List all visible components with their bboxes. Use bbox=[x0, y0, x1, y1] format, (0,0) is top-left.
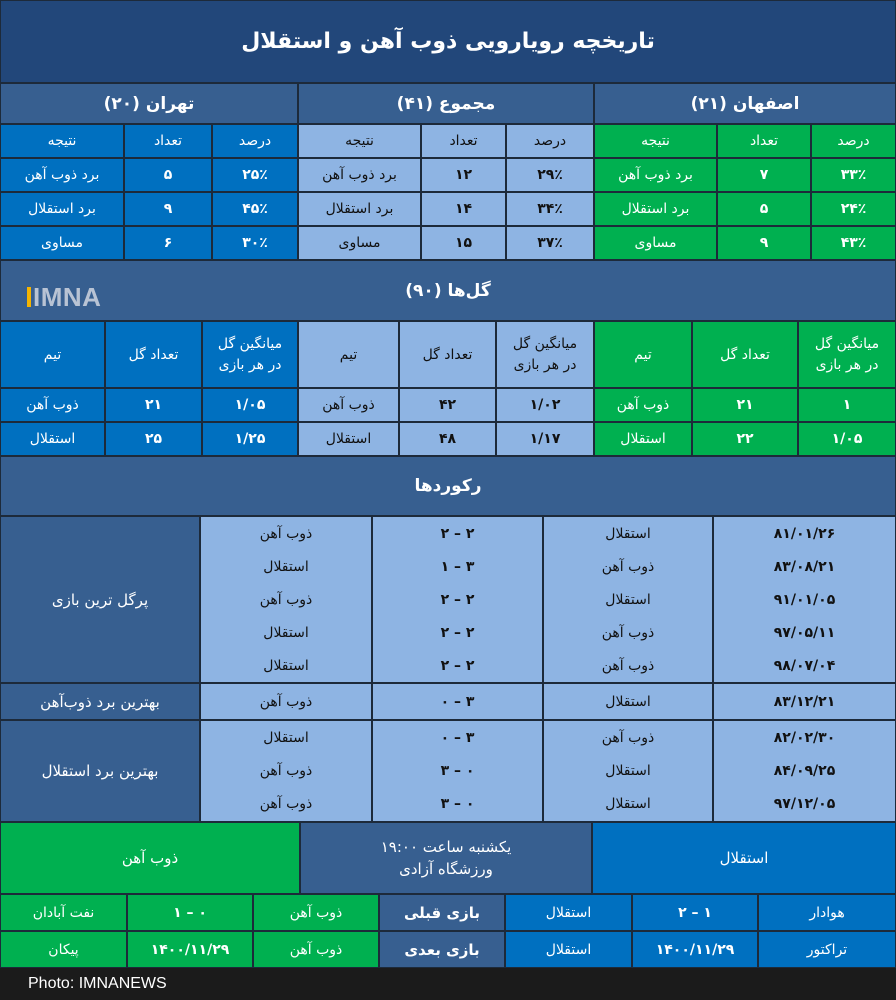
esteghlal-prev-score: ۱ – ۲ bbox=[632, 894, 758, 931]
total-header-percent: درصد bbox=[506, 124, 594, 158]
isfahan-result: مساوی bbox=[594, 226, 717, 260]
record-score: ۳ – ۱ bbox=[440, 558, 475, 575]
record-home: استقلال bbox=[543, 683, 713, 720]
isfahan-header-percent: درصد bbox=[811, 124, 896, 158]
avg-line2: در هر بازی bbox=[218, 356, 282, 373]
record-date: ۸۳/۱۲/۲۱ bbox=[713, 683, 896, 720]
esteghlal-next-opponent: تراکتور bbox=[758, 931, 896, 968]
total-percent: ۳۷٪ bbox=[506, 226, 594, 260]
record-away: ذوب آهن bbox=[259, 525, 313, 542]
total-count: ۱۴ bbox=[421, 192, 506, 226]
match-venue: ورزشگاه آزادی bbox=[399, 860, 493, 878]
goals-tehran-count: ۲۱ bbox=[105, 388, 202, 422]
record-score: ۰ – ۳ bbox=[440, 762, 475, 779]
goals-tehran-count: ۲۵ bbox=[105, 422, 202, 456]
goals-tehran-header-team: تیم bbox=[0, 321, 105, 388]
record-date: ۹۸/۰۷/۰۴ bbox=[773, 657, 836, 674]
records-scores bbox=[372, 516, 543, 683]
record-home: ذوب آهن bbox=[601, 558, 655, 575]
isfahan-result: برد ذوب آهن bbox=[594, 158, 717, 192]
total-result: برد استقلال bbox=[298, 192, 421, 226]
avg-line1: میانگین گل bbox=[814, 335, 880, 352]
avg-line2: در هر بازی bbox=[513, 356, 577, 373]
record-home: استقلال bbox=[605, 762, 651, 779]
record-date: ۸۴/۰۹/۲۵ bbox=[773, 762, 836, 779]
match-schedule bbox=[300, 822, 592, 894]
tehran-percent: ۴۵٪ bbox=[212, 192, 298, 226]
total-header-result: نتیجه bbox=[298, 124, 421, 158]
records-home-teams bbox=[543, 720, 713, 822]
record-home: ذوب آهن bbox=[601, 624, 655, 641]
record-score: ۳ – ۰ bbox=[372, 683, 543, 720]
record-score: ۲ – ۲ bbox=[440, 624, 475, 641]
record-home: استقلال bbox=[605, 525, 651, 542]
goals-isfahan-avg: ۱ bbox=[798, 388, 896, 422]
avg-line2: در هر بازی bbox=[815, 356, 879, 373]
zob-next-opponent: پیکان bbox=[0, 931, 127, 968]
total-result: مساوی bbox=[298, 226, 421, 260]
record-score: ۰ – ۳ bbox=[440, 796, 475, 813]
record-home: استقلال bbox=[605, 796, 651, 813]
tehran-percent: ۳۰٪ bbox=[212, 226, 298, 260]
esteghlal-next-date: ۱۴۰۰/۱۱/۲۹ bbox=[632, 931, 758, 968]
goals-total-count: ۴۸ bbox=[399, 422, 496, 456]
isfahan-result: برد استقلال bbox=[594, 192, 717, 226]
record-date: ۸۲/۰۲/۳۰ bbox=[773, 729, 836, 746]
goals-total-avg: ۱/۱۷ bbox=[496, 422, 594, 456]
goals-tehran-header-avg bbox=[202, 321, 298, 388]
record-label-zob-best-win: بهترین برد ذوب‌آهن bbox=[0, 683, 200, 720]
goals-total-header-count: تعداد گل bbox=[399, 321, 496, 388]
isfahan-header-result: نتیجه bbox=[594, 124, 717, 158]
zob-next-team: ذوب آهن bbox=[253, 931, 379, 968]
goals-total-header-team: تیم bbox=[298, 321, 399, 388]
total-percent: ۳۴٪ bbox=[506, 192, 594, 226]
tehran-header-count: تعداد bbox=[124, 124, 212, 158]
records-dates bbox=[713, 516, 896, 683]
goals-isfahan-count: ۲۱ bbox=[692, 388, 798, 422]
tehran-count: ۹ bbox=[124, 192, 212, 226]
goals-tehran-team: استقلال bbox=[0, 422, 105, 456]
tehran-count: ۶ bbox=[124, 226, 212, 260]
tehran-heading: تهران (۲۰) bbox=[0, 83, 298, 124]
goals-isfahan-avg: ۱/۰۵ bbox=[798, 422, 896, 456]
total-heading: مجموع (۴۱) bbox=[298, 83, 594, 124]
goals-total-avg: ۱/۰۲ bbox=[496, 388, 594, 422]
tehran-count: ۵ bbox=[124, 158, 212, 192]
record-away: ذوب آهن bbox=[259, 591, 313, 608]
record-date: ۹۷/۰۵/۱۱ bbox=[773, 624, 836, 641]
goals-isfahan-header-count: تعداد گل bbox=[692, 321, 798, 388]
record-label-highest-scoring: پرگل ترین بازی bbox=[0, 516, 200, 683]
goals-total-count: ۴۲ bbox=[399, 388, 496, 422]
goals-tehran-avg: ۱/۰۵ bbox=[202, 388, 298, 422]
tehran-header-result: نتیجه bbox=[0, 124, 124, 158]
logo-accent-bar bbox=[27, 287, 31, 307]
isfahan-heading: اصفهان (۲۱) bbox=[594, 83, 896, 124]
record-home: استقلال bbox=[605, 591, 651, 608]
avg-line1: میانگین گل bbox=[512, 335, 578, 352]
tehran-result: برد ذوب آهن bbox=[0, 158, 124, 192]
imna-logo bbox=[27, 282, 101, 313]
total-count: ۱۲ bbox=[421, 158, 506, 192]
previous-match-label: بازی قبلی bbox=[379, 894, 505, 931]
goals-total-team: استقلال bbox=[298, 422, 399, 456]
record-away: استقلال bbox=[263, 657, 309, 674]
records-scores bbox=[372, 720, 543, 822]
zob-prev-score: ۰ – ۱ bbox=[127, 894, 253, 931]
avg-line1: میانگین گل bbox=[217, 335, 283, 352]
logo-text: IMNA bbox=[33, 282, 102, 312]
isfahan-percent: ۳۳٪ bbox=[811, 158, 896, 192]
total-header-count: تعداد bbox=[421, 124, 506, 158]
isfahan-count: ۵ bbox=[717, 192, 811, 226]
record-date: ۹۱/۰۱/۰۵ bbox=[773, 591, 836, 608]
esteghlal-prev-opponent: هوادار bbox=[758, 894, 896, 931]
goals-tehran-team: ذوب آهن bbox=[0, 388, 105, 422]
record-date: ۹۷/۱۲/۰۵ bbox=[773, 796, 836, 813]
goals-isfahan-team: ذوب آهن bbox=[594, 388, 692, 422]
goals-isfahan-header-team: تیم bbox=[594, 321, 692, 388]
record-away: ذوب آهن bbox=[200, 683, 372, 720]
tehran-header-percent: درصد bbox=[212, 124, 298, 158]
record-date: ۸۱/۰۱/۲۶ bbox=[773, 525, 836, 542]
esteghlal-prev-team: استقلال bbox=[505, 894, 632, 931]
goals-isfahan-header-avg bbox=[798, 321, 896, 388]
record-score: ۲ – ۲ bbox=[440, 525, 475, 542]
isfahan-count: ۷ bbox=[717, 158, 811, 192]
goals-total-header-avg bbox=[496, 321, 594, 388]
record-score: ۲ – ۲ bbox=[440, 591, 475, 608]
zob-prev-team: ذوب آهن bbox=[253, 894, 379, 931]
goals-tehran-header-count: تعداد گل bbox=[105, 321, 202, 388]
isfahan-percent: ۴۳٪ bbox=[811, 226, 896, 260]
records-heading: رکوردها bbox=[0, 456, 896, 516]
photo-credit: Photo: IMNANEWS bbox=[28, 975, 167, 992]
zob-next-date: ۱۴۰۰/۱۱/۲۹ bbox=[127, 931, 253, 968]
isfahan-count: ۹ bbox=[717, 226, 811, 260]
record-score: ۲ – ۲ bbox=[440, 657, 475, 674]
record-date: ۸۳/۰۸/۲۱ bbox=[773, 558, 836, 575]
tehran-percent: ۲۵٪ bbox=[212, 158, 298, 192]
goals-isfahan-count: ۲۲ bbox=[692, 422, 798, 456]
esteghlal-next-team: استقلال bbox=[505, 931, 632, 968]
record-away: ذوب آهن bbox=[259, 796, 313, 813]
record-home: ذوب آهن bbox=[601, 729, 655, 746]
records-home-teams bbox=[543, 516, 713, 683]
team-zob-ahan: ذوب آهن bbox=[0, 822, 300, 894]
record-score: ۳ – ۰ bbox=[440, 729, 475, 746]
tehran-result: برد استقلال bbox=[0, 192, 124, 226]
goals-total-team: ذوب آهن bbox=[298, 388, 399, 422]
goals-heading: گل‌ها (۹۰) bbox=[0, 260, 896, 321]
record-away: استقلال bbox=[263, 558, 309, 575]
total-count: ۱۵ bbox=[421, 226, 506, 260]
isfahan-percent: ۲۴٪ bbox=[811, 192, 896, 226]
team-esteghlal: استقلال bbox=[592, 822, 896, 894]
record-home: ذوب آهن bbox=[601, 657, 655, 674]
records-dates bbox=[713, 720, 896, 822]
match-time: یکشنبه ساعت ۱۹:۰۰ bbox=[380, 837, 512, 856]
next-match-label: بازی بعدی bbox=[379, 931, 505, 968]
record-away: ذوب آهن bbox=[259, 762, 313, 779]
zob-prev-opponent: نفت آبادان bbox=[0, 894, 127, 931]
tehran-result: مساوی bbox=[0, 226, 124, 260]
page-title: تاریخچه رویارویی ذوب آهن و استقلال bbox=[0, 0, 896, 83]
total-result: برد ذوب آهن bbox=[298, 158, 421, 192]
goals-isfahan-team: استقلال bbox=[594, 422, 692, 456]
record-label-esteghlal-best-win: بهترین برد استقلال bbox=[0, 720, 200, 822]
record-away: استقلال bbox=[263, 729, 309, 746]
goals-tehran-avg: ۱/۲۵ bbox=[202, 422, 298, 456]
isfahan-header-count: تعداد bbox=[717, 124, 811, 158]
total-percent: ۲۹٪ bbox=[506, 158, 594, 192]
records-away-teams bbox=[200, 516, 372, 683]
record-away: استقلال bbox=[263, 624, 309, 641]
records-away-teams bbox=[200, 720, 372, 822]
